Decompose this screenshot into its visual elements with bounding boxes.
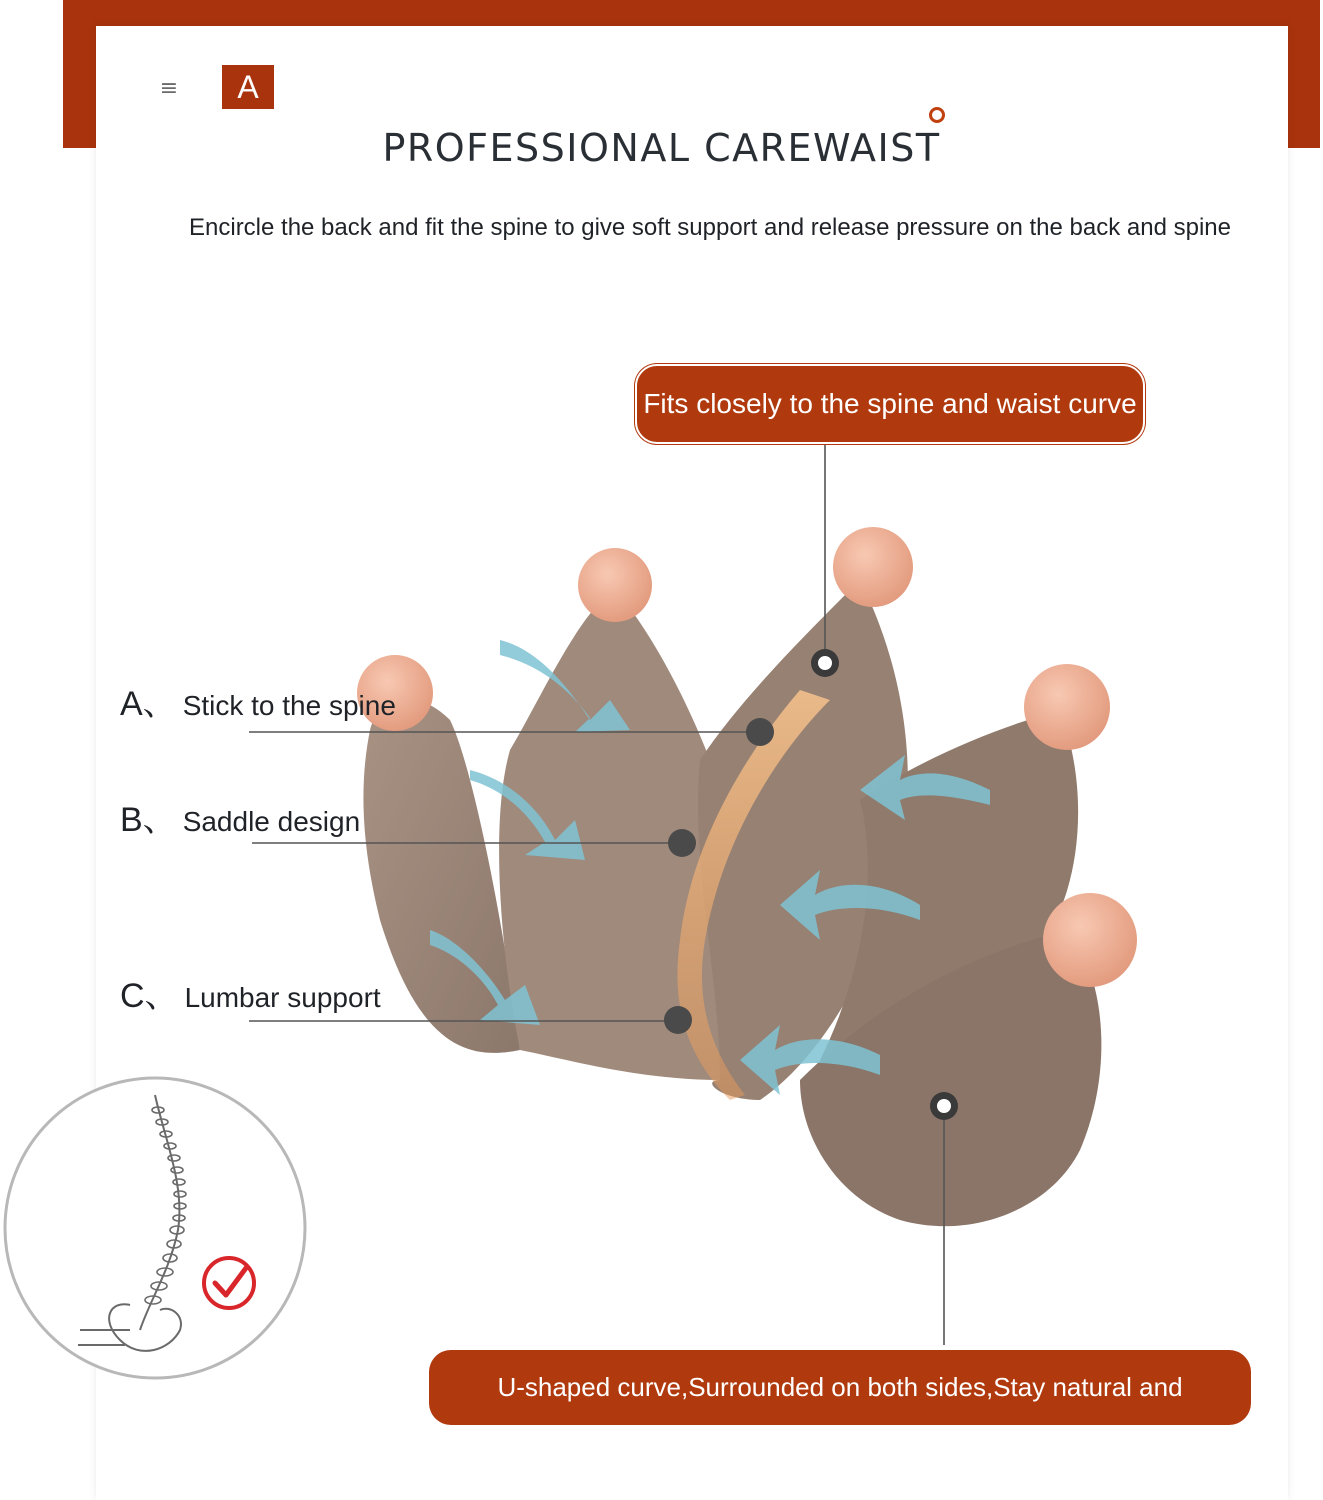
- page-subtitle: Encircle the back and fit the spine to give soft support and release pressure on the back and spine: [189, 214, 1231, 241]
- feature-label: Saddle design: [182, 806, 361, 837]
- hamburger-menu-icon[interactable]: ≡: [159, 76, 179, 101]
- feature-label: Stick to the spine: [182, 690, 396, 721]
- feature-lumbar-support: [120, 968, 381, 1017]
- callout-spine-fit: Fits closely to the spine and waist curve: [635, 364, 1145, 444]
- feature-saddle-design: [120, 792, 360, 841]
- page-title: PROFESSIONAL CAREWAIST: [382, 126, 941, 170]
- feature-letter: B、: [120, 801, 177, 839]
- spine-inset: [5, 1078, 305, 1378]
- brand-badge: A: [222, 65, 274, 109]
- feature-label: Lumbar support: [184, 982, 381, 1013]
- feature-letter: A、: [120, 685, 177, 723]
- callout-u-shaped: U-shaped curve,Surrounded on both sides,Stay natural and comfortable: [429, 1350, 1251, 1425]
- feature-stick-to-spine: [120, 676, 396, 725]
- feature-letter: C、: [120, 977, 179, 1015]
- pillow-body: [363, 580, 1101, 1226]
